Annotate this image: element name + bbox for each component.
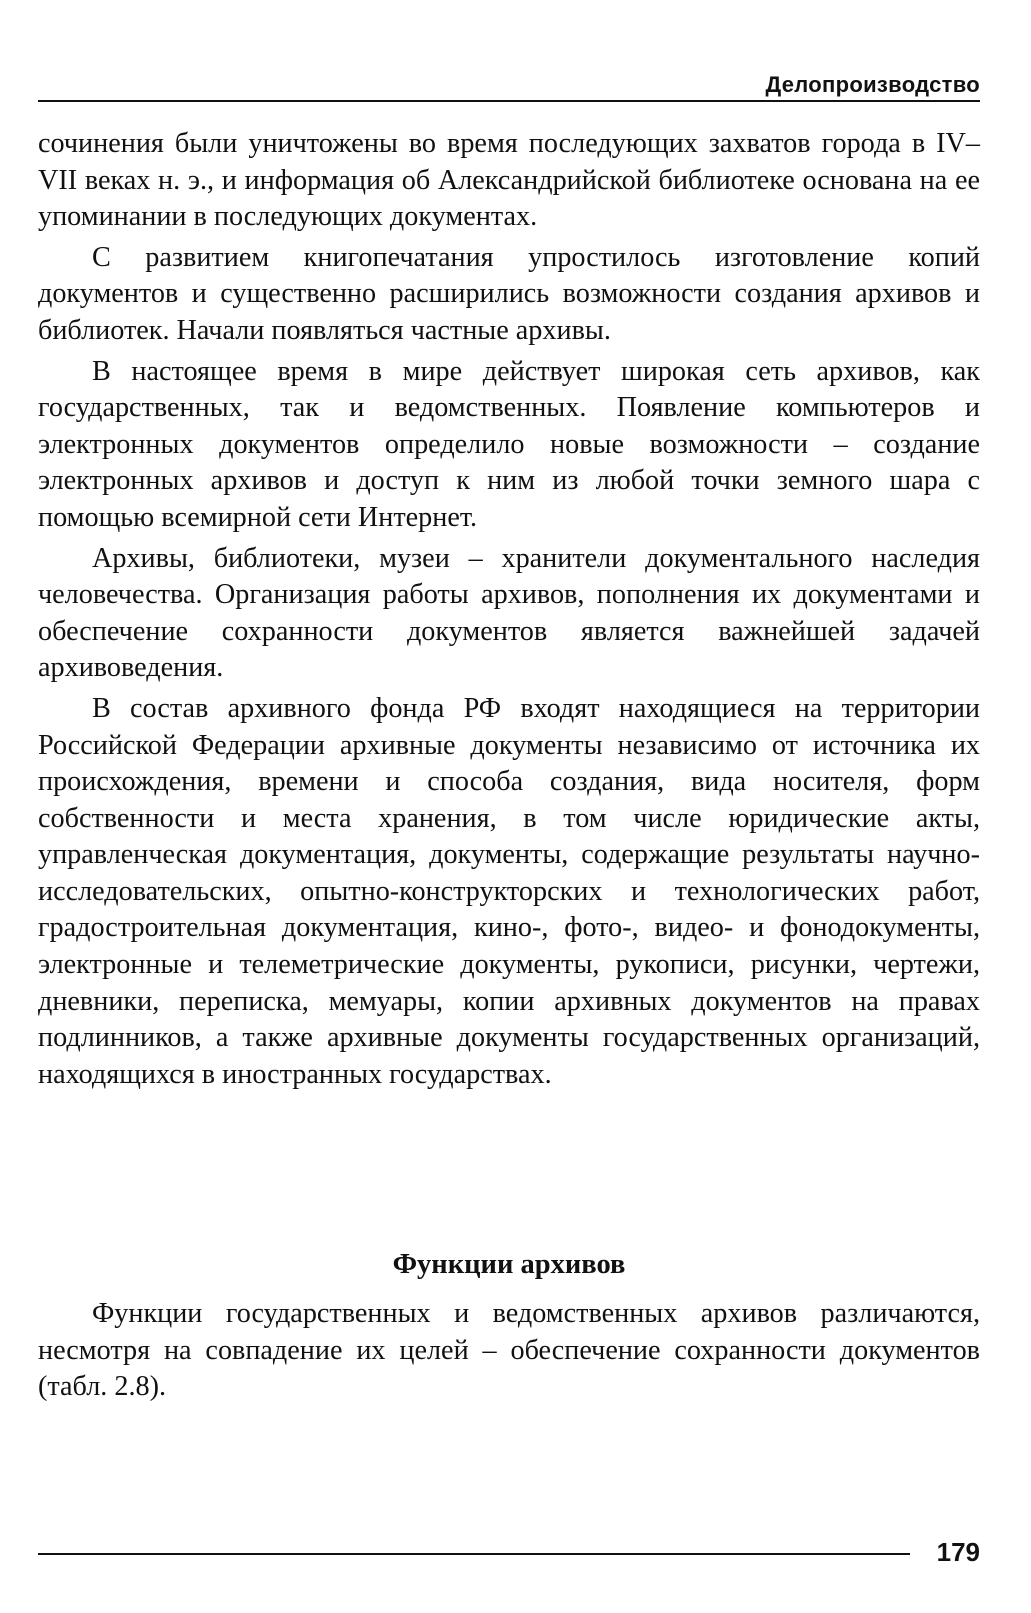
paragraph-continuation: сочинения были уничтожены во время последующих захватов города в IV–VII веках н. э., и информация об Александрийской библиотеке основана на ее упоминании в последующих документах. [38,128,980,233]
footer-rule [38,1553,910,1555]
section-title: Функции архивов [392,1249,626,1280]
paragraph-modern-archives: В настоящее время в мире действует широкая сеть архивов, как государственных, так и ведомственных. Появление компьютеров и электронных документов определило новые возможности – создание электронных архивов и доступ к ним из любой точки земного шара с помощью всемирной сети Интернет. [38,355,980,533]
section-paragraph: Функции государственных и ведомственных архивов различаются, несмотря на совпадение их целей – обеспечение сохранности документов (табл. 2.8). [38,1298,980,1403]
body-text [38,126,980,1097]
running-head-title: Делопроизводство [765,72,980,97]
section-archive-functions [38,1248,980,1406]
paragraph-archive-fund: В состав архивного фонда РФ входят находящиеся на территории Российской Федерации архивные документы независимо от источника их происхождения, времени и способа создания, вида носителя, форм собственности и места хранения, в том числе юридические акты, управленческая документация, документы, содержащие результаты научно-исследовательских, опытно-конструкторских и технологических работ, градостроительная документация, кино-, фото-, видео- и фонодокументы, электронные и телеметрические документы, рукописи, рисунки, чертежи, дневники, переписка, мемуары, копии архивных документов на правах подлинников, а также архивные документы государственных организаций, находящихся в иностранных государствах. [38,692,980,1090]
page-number: 179 [936,1537,980,1567]
paragraph-custodians: Архивы, библиотеки, музеи – хранители документального наследия человечества. Организация работы архивов, пополнения их документами и обеспечение сохранности документов является важнейшей задачей архивоведения. [38,542,980,684]
paragraph-printing: С развитием книгопечатания упростилось изготовление копий документов и существенно расширились возможности создания архивов и библиотек. Начали появляться частные архивы. [38,241,980,346]
header-rule [38,100,980,102]
